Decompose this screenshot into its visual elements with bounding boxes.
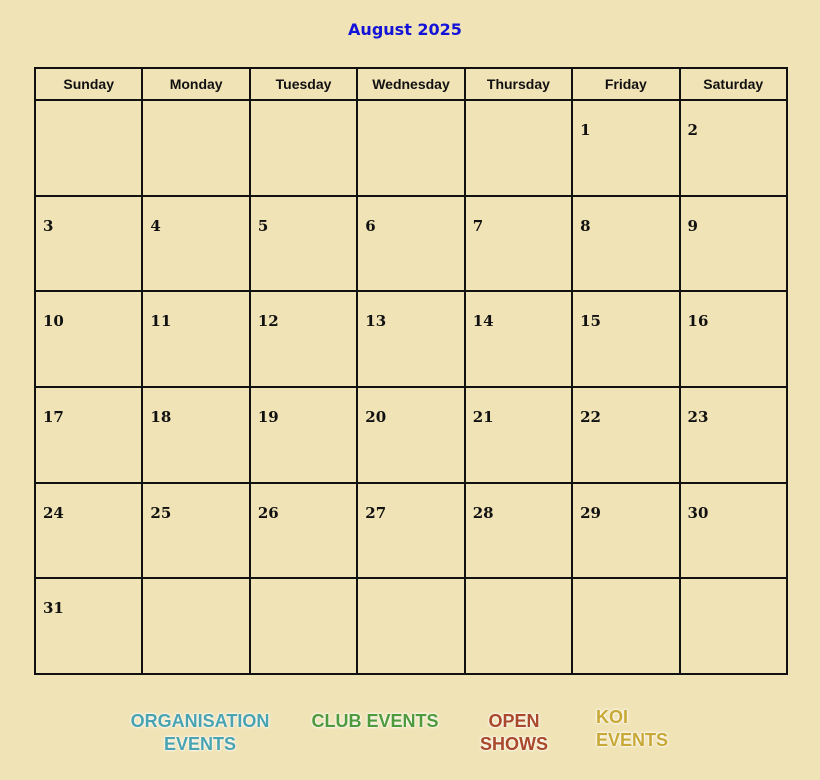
day-number: 8 (580, 216, 591, 235)
day-cell (680, 196, 787, 292)
day-number: 9 (687, 216, 698, 235)
day-cell (465, 100, 572, 196)
day-number: 21 (472, 407, 494, 426)
day-number: 13 (365, 312, 387, 331)
weekday-sunday: Sunday (35, 68, 142, 100)
day-cell (465, 387, 572, 483)
day-cell (680, 578, 787, 674)
weekday-friday: Friday (572, 68, 679, 100)
day-number: 16 (687, 312, 709, 331)
day-cell (572, 196, 679, 292)
day-number: 7 (472, 216, 484, 235)
day-cell (572, 483, 679, 579)
day-cell (142, 387, 249, 483)
week-row (35, 196, 787, 292)
day-cell (142, 578, 249, 674)
day-cell (250, 196, 357, 292)
calendar-title: August 2025 (348, 20, 462, 39)
day-number: 4 (150, 216, 161, 235)
week-row (35, 578, 787, 674)
week-row (35, 483, 787, 579)
day-cell (35, 483, 142, 579)
day-cell (250, 291, 357, 387)
day-number: 20 (365, 407, 387, 426)
day-cell (357, 483, 464, 579)
day-number: 30 (687, 503, 709, 522)
week-row (35, 387, 787, 483)
day-number: 3 (43, 216, 54, 235)
day-cell (357, 578, 464, 674)
day-number: 14 (472, 312, 494, 331)
calendar-grid (34, 67, 788, 675)
legend-open-shows: OPEN SHOWS (479, 711, 548, 754)
week-row (35, 100, 787, 196)
day-number: 27 (365, 503, 387, 522)
day-cell (357, 100, 464, 196)
week-row (35, 291, 787, 387)
day-number: 1 (580, 121, 591, 139)
day-cell (35, 387, 142, 483)
day-cell (572, 578, 679, 674)
day-cell (465, 196, 572, 292)
day-number: 19 (257, 407, 279, 426)
day-number: 5 (257, 216, 269, 235)
day-cell (680, 387, 787, 483)
day-cell (357, 291, 464, 387)
day-cell (142, 291, 249, 387)
day-number: 18 (150, 407, 172, 426)
day-number: 10 (43, 312, 64, 331)
day-number: 22 (580, 407, 601, 426)
day-number: 2 (687, 121, 698, 139)
day-number: 6 (365, 216, 376, 235)
day-number: 24 (43, 503, 64, 522)
day-number: 23 (687, 407, 709, 426)
day-cell (35, 100, 142, 196)
day-cell (142, 100, 249, 196)
day-cell (357, 387, 464, 483)
day-cell (35, 291, 142, 387)
day-cell (250, 483, 357, 579)
weekday-wednesday: Wednesday (357, 68, 464, 100)
legend-koi-events: KOI EVENTS (596, 707, 669, 750)
legend-club-events: CLUB EVENTS (311, 711, 439, 731)
day-cell (35, 578, 142, 674)
day-number: 25 (150, 503, 172, 522)
day-cell (250, 578, 357, 674)
day-cell (680, 483, 787, 579)
day-cell (142, 483, 249, 579)
weekday-header-row (35, 68, 787, 100)
day-cell (142, 196, 249, 292)
day-cell (465, 483, 572, 579)
weekday-tuesday: Tuesday (250, 68, 357, 100)
day-cell (572, 291, 679, 387)
weekday-monday: Monday (142, 68, 249, 100)
day-number: 12 (257, 312, 279, 331)
day-cell (465, 291, 572, 387)
day-cell (465, 578, 572, 674)
day-cell (357, 196, 464, 292)
day-cell (680, 291, 787, 387)
day-cell (250, 100, 357, 196)
legend-organisation-events: ORGANISATION EVENTS (130, 711, 270, 754)
day-number: 15 (580, 312, 601, 331)
weekday-saturday: Saturday (680, 68, 787, 100)
day-cell (680, 100, 787, 196)
day-number: 26 (257, 503, 279, 522)
day-cell (572, 387, 679, 483)
day-cell (35, 196, 142, 292)
day-number: 29 (580, 503, 601, 522)
day-number: 31 (43, 599, 64, 618)
day-cell (250, 387, 357, 483)
day-number: 28 (472, 503, 494, 522)
day-cell (572, 100, 679, 196)
day-number: 17 (43, 407, 64, 426)
weekday-thursday: Thursday (465, 68, 572, 100)
day-number: 11 (150, 312, 172, 331)
